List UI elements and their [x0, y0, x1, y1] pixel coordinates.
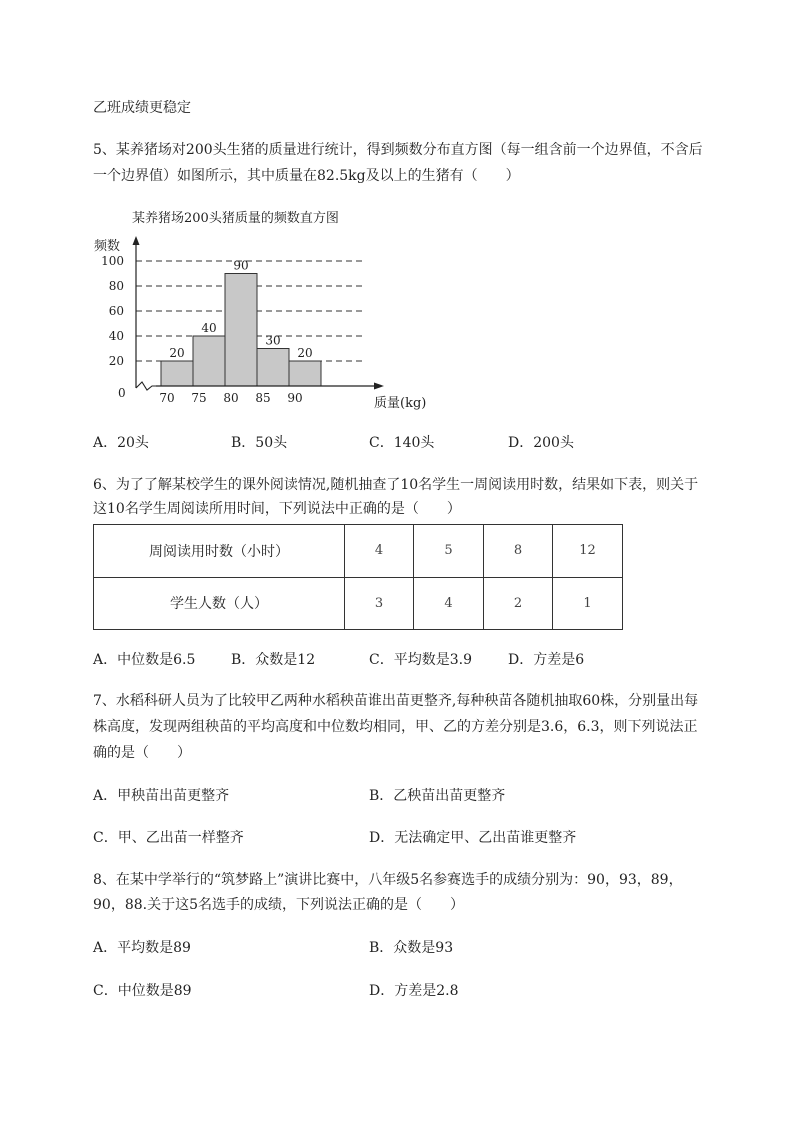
q6-option-d[interactable]: D．方差是6: [508, 652, 585, 668]
q6-stem-line1: 6、为了了解某校学生的课外阅读情况,随机抽查了10名学生一周阅读用时数，结果如下表，则关于: [93, 477, 699, 493]
q8-stem-line1: 8、在某中学举行的“筑梦路上”演讲比赛中，八年级5名参赛选手的成绩分别为：90，93，89，: [93, 872, 683, 888]
q7-option-d[interactable]: D．无法确定甲、乙出苗谁更整齐: [369, 830, 577, 846]
y-axis-arrow: [133, 236, 140, 245]
q5-option-b[interactable]: B．50头: [231, 435, 288, 451]
q6-option-c[interactable]: C．平均数是3.9: [369, 652, 472, 668]
table-cell: 3: [345, 577, 414, 630]
bar-data-label: 40: [201, 321, 217, 335]
q8-option-a[interactable]: A．平均数是89: [93, 940, 191, 956]
table-cell: 5: [414, 525, 484, 578]
y-tick-label: 60: [108, 304, 124, 318]
histogram-bar: [161, 361, 193, 386]
y-axis-label: 频数: [94, 239, 121, 254]
histogram-bar: [289, 361, 321, 386]
table-header-hours: 周阅读用时数（小时）: [94, 525, 345, 578]
q7-stem-line3: 确的是（ ）: [93, 745, 191, 761]
bar-data-label: 20: [297, 346, 313, 360]
y-tick-label: 20: [108, 354, 124, 368]
q6-option-b[interactable]: B．众数是12: [231, 652, 316, 668]
bar-data-label: 20: [169, 346, 185, 360]
q7-stem-line2: 株高度，发现两组秧苗的平均高度和中位数均相同，甲、乙的方差分别是3.6，6.3，则下列说法正: [93, 719, 698, 735]
q5-stem-line1: 5、某养猪场对200头生猪的质量进行统计，得到频数分布直方图（每一组含前一个边界值，不含后: [93, 142, 703, 158]
q7-option-c[interactable]: C．甲、乙出苗一样整齐: [93, 830, 244, 846]
y-tick-label: 40: [108, 329, 124, 343]
table-header-students: 学生人数（人）: [94, 577, 345, 630]
x-axis-arrow: [374, 383, 384, 390]
previous-answer-text: 乙班成绩更稳定: [93, 100, 191, 116]
histogram-bar: [257, 349, 289, 387]
table-row: [94, 525, 623, 578]
bar-data-label: 90: [233, 258, 249, 273]
q6-stem-line2: 这10名学生周阅读所用时间，下列说法中正确的是（ ）: [93, 501, 461, 517]
x-tick-label: 70: [159, 391, 175, 405]
x-tick-label: 85: [255, 391, 271, 405]
q7-option-a[interactable]: A．甲秧苗出苗更整齐: [93, 788, 230, 804]
q8-stem-line2: 90，88.关于这5名选手的成绩，下列说法正确的是（ ）: [93, 897, 464, 913]
chart-title: 某养猪场200头猪质量的频数直方图: [132, 211, 339, 226]
x-tick-label: 80: [223, 391, 239, 405]
axis-break-mark: [136, 382, 156, 390]
q8-option-c[interactable]: C．中位数是89: [93, 983, 192, 999]
y-tick-label: 100: [101, 254, 124, 268]
table-cell: 8: [484, 525, 553, 578]
x-tick-label: 90: [287, 391, 303, 405]
table-cell: 4: [414, 577, 484, 630]
table-cell: 1: [553, 577, 623, 630]
q5-option-d[interactable]: D．200头: [508, 435, 574, 451]
q8-option-d[interactable]: D．方差是2.8: [369, 983, 459, 999]
q5-option-a[interactable]: A．20头: [93, 435, 149, 451]
bar-data-label: 30: [265, 333, 281, 348]
reading-time-table: [93, 524, 623, 630]
origin-label: 0: [118, 386, 126, 400]
table-row: [94, 577, 623, 630]
table-cell: 4: [345, 525, 414, 578]
q5-option-c[interactable]: C．140头: [369, 435, 435, 451]
y-tick-label: 80: [108, 279, 124, 293]
q8-option-b[interactable]: B．众数是93: [369, 940, 454, 956]
table-cell: 12: [553, 525, 623, 578]
q6-option-a[interactable]: A．中位数是6.5: [93, 652, 196, 668]
histogram-bar: [225, 274, 257, 387]
x-tick-label: 75: [191, 391, 207, 405]
q5-stem-line2: 一个边界值）如图所示，其中质量在82.5kg及以上的生猪有（ ）: [93, 168, 520, 184]
x-axis-label: 质量(kg): [374, 396, 427, 411]
q7-option-b[interactable]: B．乙秧苗出苗更整齐: [369, 788, 506, 804]
histogram-chart: [90, 200, 430, 415]
q7-stem-line1: 7、水稻科研人员为了比较甲乙两种水稻秧苗谁出苗更整齐,每种秧苗各随机抽取60株，分别量出每: [93, 693, 699, 709]
histogram-bar: [193, 336, 225, 386]
table-cell: 2: [484, 577, 553, 630]
